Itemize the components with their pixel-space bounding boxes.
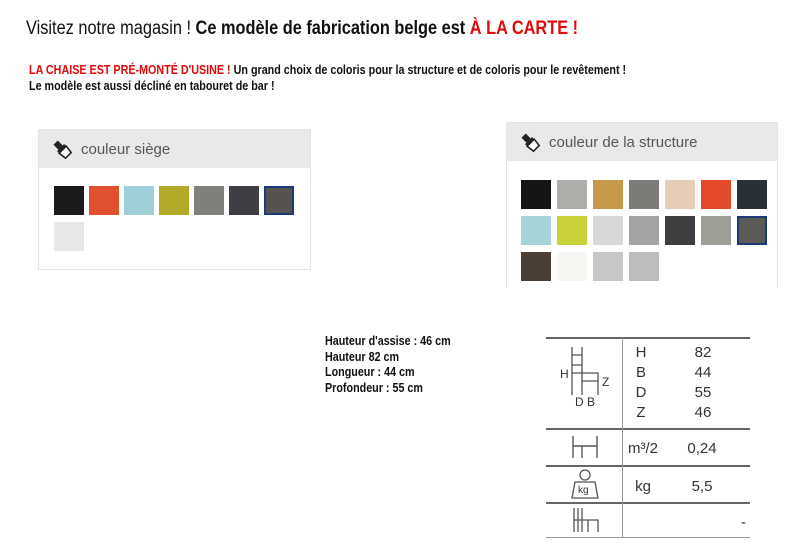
stack-value: - (741, 514, 746, 531)
paint-brush-icon (519, 131, 541, 153)
structure-color-swatch[interactable] (593, 252, 623, 281)
dimension-key: Z (636, 404, 646, 421)
structure-color-swatch[interactable] (593, 216, 623, 245)
specs-list (325, 334, 451, 396)
structure-color-swatch[interactable] (521, 252, 551, 281)
paint-brush-icon (51, 138, 73, 160)
description-red: LA CHAISE EST PRÉ-MONTÉ D'USINE ! (29, 63, 231, 77)
dimension-table (546, 337, 750, 537)
structure-color-swatch[interactable] (737, 216, 767, 245)
structure-color-title: couleur de la structure (549, 133, 698, 151)
dimension-value: 82 (694, 344, 712, 361)
description-line2: Le modèle est aussi décliné en tabouret de bar ! (29, 79, 275, 93)
volume-value: 0,24 (687, 440, 717, 457)
spec-seat-height: Hauteur d'assise : 46 cm (325, 334, 451, 348)
structure-color-swatch[interactable] (629, 216, 659, 245)
diagram-z-label: Z (602, 375, 610, 389)
headline-part3: À LA CARTE ! (469, 18, 579, 39)
weight-value: 5,5 (691, 478, 713, 495)
table-column-divider (622, 337, 623, 538)
seat-color-swatch[interactable] (194, 186, 224, 215)
structure-color-swatch[interactable] (557, 216, 587, 245)
structure-color-swatch[interactable] (593, 180, 623, 209)
seat-color-swatch[interactable] (159, 186, 189, 215)
description-rest: Un grand choix de coloris pour la structure et de coloris pour le revêtement ! (230, 63, 627, 77)
dimension-value: 46 (694, 404, 712, 421)
structure-color-swatch[interactable] (737, 180, 767, 209)
structure-color-swatch[interactable] (521, 180, 551, 209)
seat-color-header (39, 130, 310, 168)
dimension-key: D (635, 384, 647, 401)
structure-color-swatch[interactable] (557, 252, 587, 281)
spec-length: Longueur : 44 cm (325, 365, 415, 379)
seat-color-title: couleur siège (81, 140, 171, 158)
chair-dimensions-icon (558, 345, 618, 410)
structure-color-swatch[interactable] (629, 252, 659, 281)
seat-color-swatch[interactable] (229, 186, 259, 215)
dimension-value: 55 (694, 384, 712, 401)
seat-color-swatch[interactable] (54, 186, 84, 215)
dimension-key: H (635, 344, 647, 361)
table-divider (546, 465, 750, 467)
structure-color-swatch[interactable] (629, 180, 659, 209)
description (29, 62, 626, 94)
dimension-value: 44 (694, 364, 712, 381)
stacking-chairs-icon (570, 506, 602, 534)
seat-color-swatch[interactable] (89, 186, 119, 215)
structure-color-swatch[interactable] (701, 180, 731, 209)
diagram-h-label: H (560, 367, 569, 381)
seat-color-swatch[interactable] (264, 186, 294, 215)
table-border-bottom (546, 537, 750, 538)
structure-color-swatch[interactable] (557, 180, 587, 209)
structure-color-swatch[interactable] (665, 216, 695, 245)
seat-color-swatch[interactable] (124, 186, 154, 215)
table-divider (546, 502, 750, 504)
headline-part1: Visitez notre magasin ! (26, 18, 196, 39)
seat-color-swatch[interactable] (54, 222, 84, 251)
diagram-d-label: D (575, 395, 584, 409)
volume-label: m³/2 (628, 440, 658, 457)
weight-icon-label: kg (578, 485, 589, 496)
box-volume-icon (570, 434, 600, 460)
table-border-top (546, 337, 750, 339)
spec-depth: Profondeur : 55 cm (325, 380, 423, 395)
structure-color-swatch[interactable] (665, 180, 695, 209)
spec-height: Hauteur 82 cm (325, 349, 400, 364)
seat-color-panel (38, 129, 311, 270)
dimension-key: B (635, 364, 646, 381)
structure-color-swatch[interactable] (701, 216, 731, 245)
diagram-b-label: B (587, 395, 596, 409)
structure-color-swatch[interactable] (521, 216, 551, 245)
table-divider (546, 428, 750, 430)
structure-color-header (507, 123, 777, 161)
weight-label: kg (635, 478, 651, 495)
structure-color-panel (506, 122, 778, 288)
weight-icon (570, 468, 600, 500)
headline-part2: Ce modèle de fabrication belge est (195, 18, 470, 39)
page-headline (26, 18, 578, 40)
